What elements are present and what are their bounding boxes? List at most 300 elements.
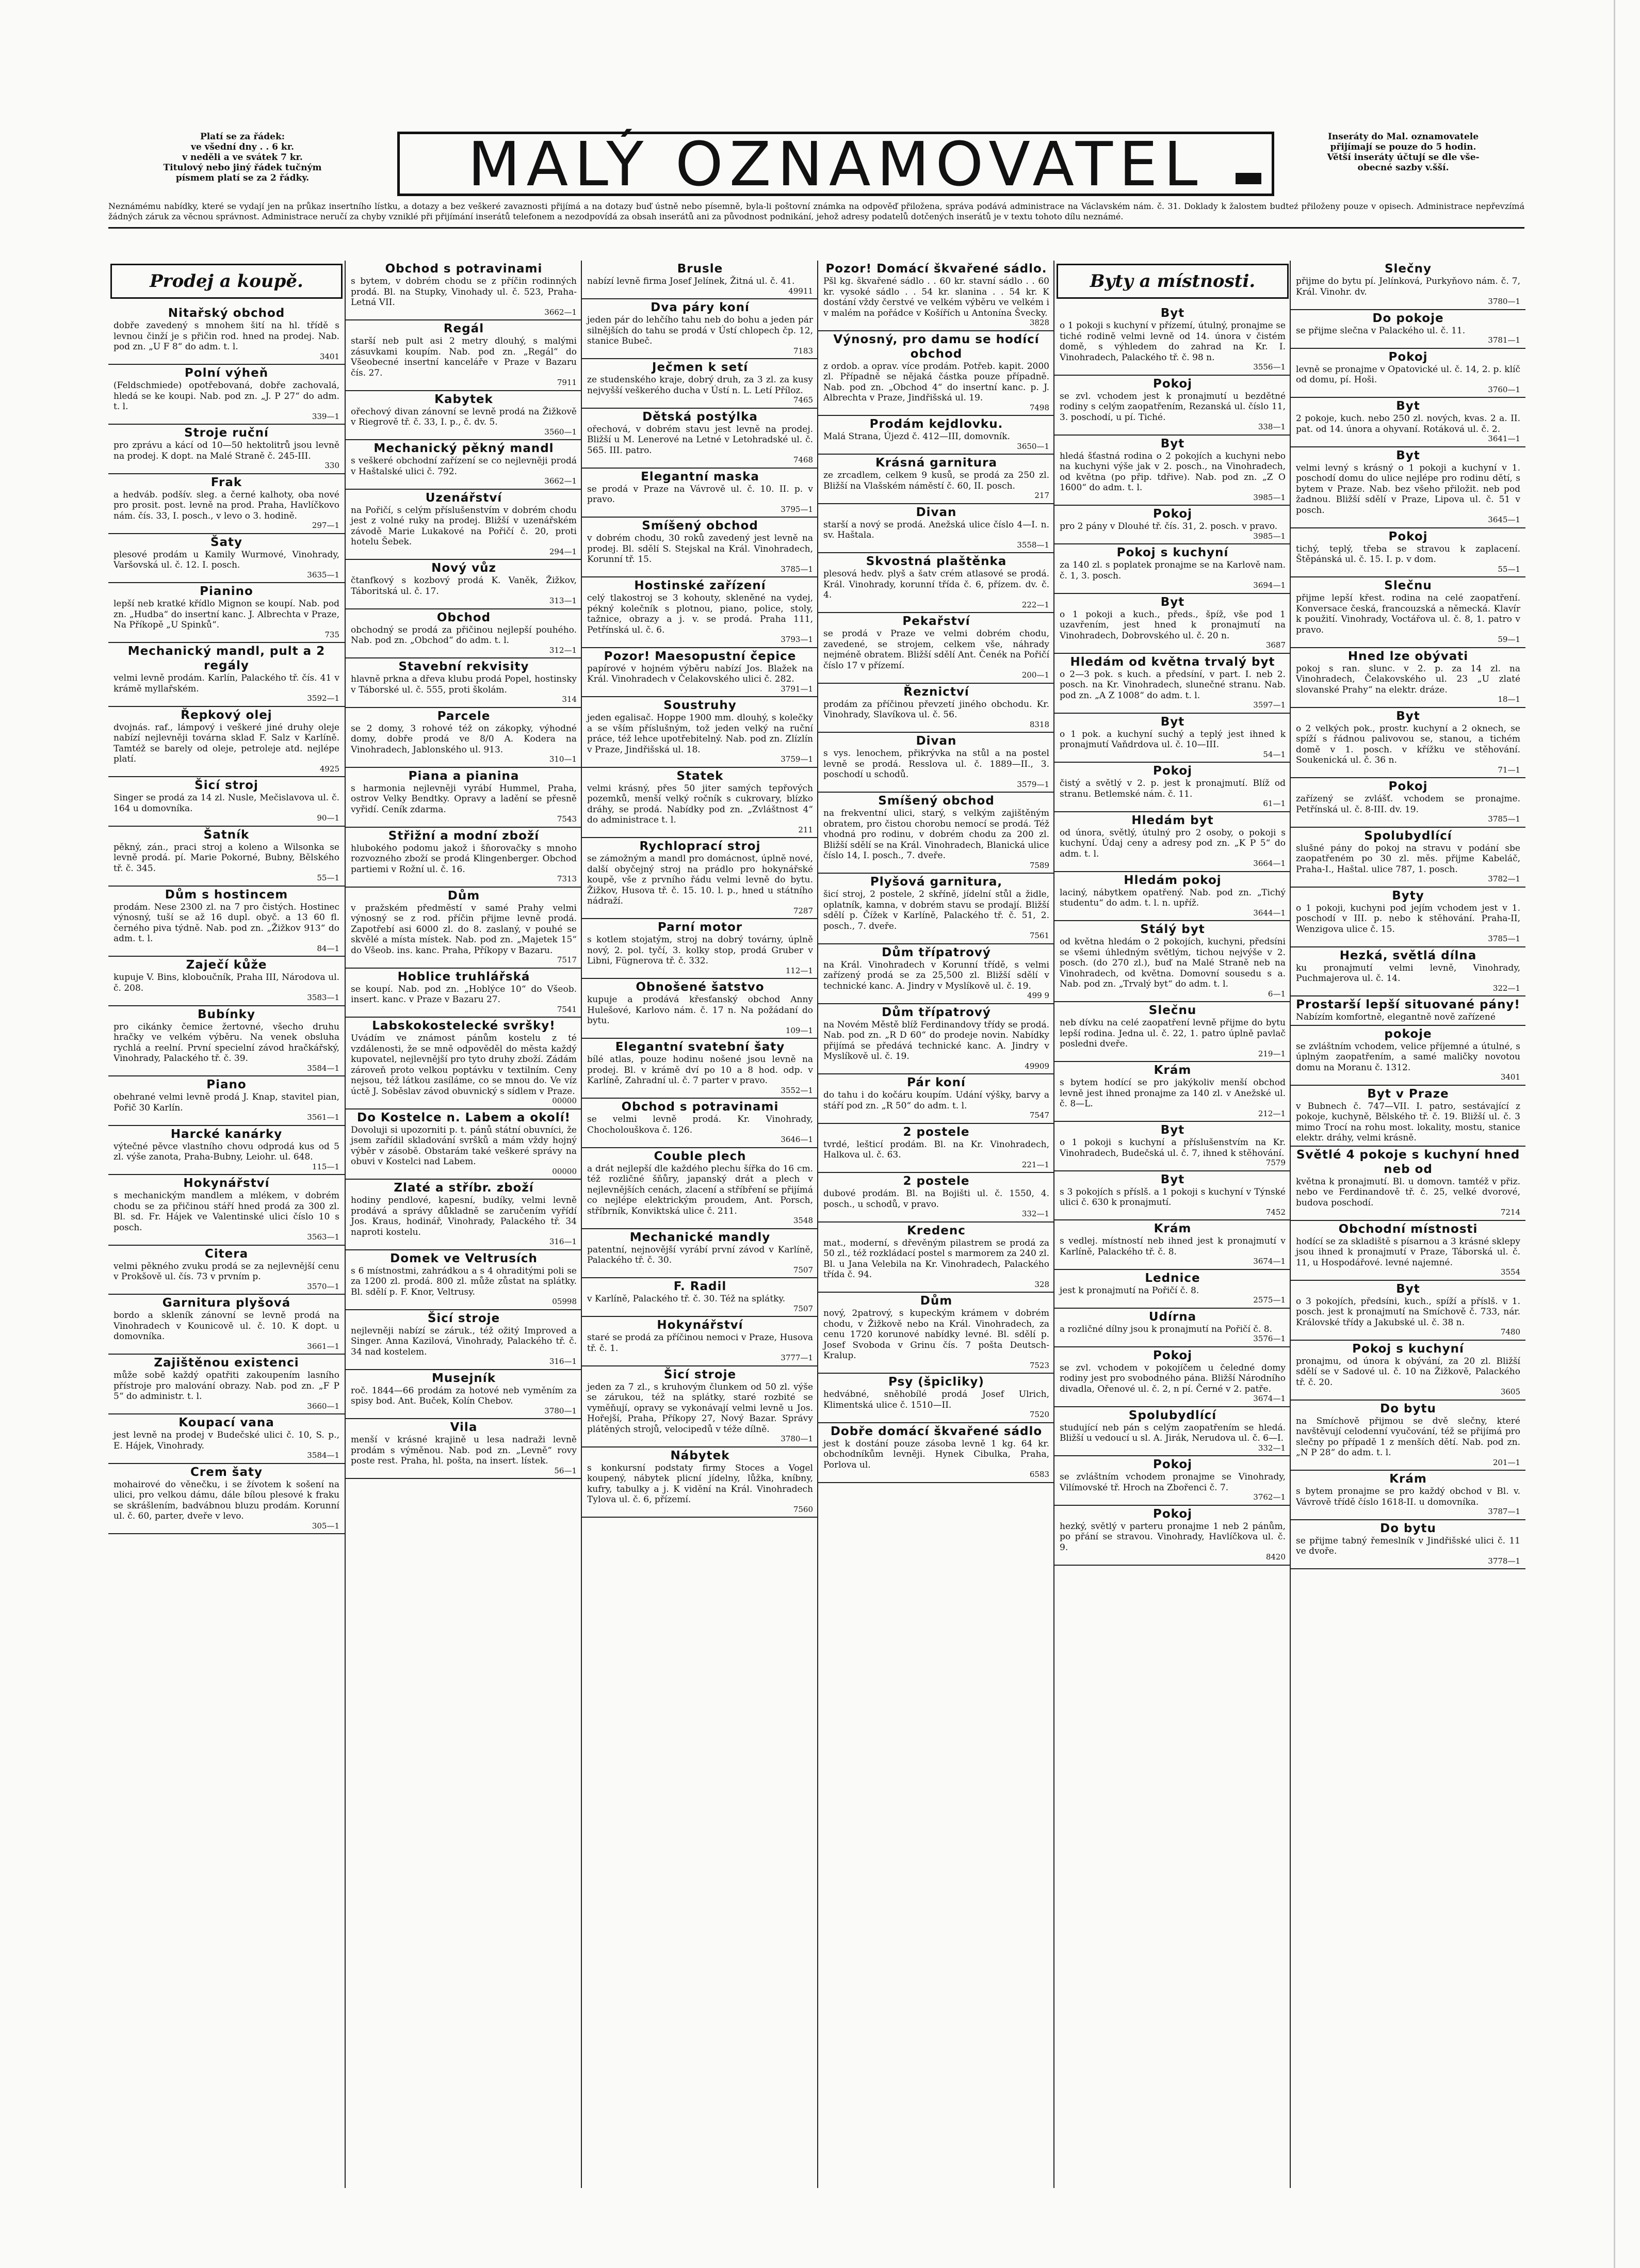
classified-ad (1291, 1086, 1525, 1147)
ad-text: s mechanickým mandlem a mlékem, v dobrém chodu se za přičinou stáří hned prodá za 300 zl. Bl. sd. Fr. Hájek ve Valentinské ulici číslo 10 s posch. (113, 1191, 339, 1233)
ad-code: 314 (562, 695, 577, 704)
ad-text: o 3 pokojích, předsíni, kuch., spíží a příslš. v 1. posch. jest k pronajmutí na Smíchově č. 733, nár. Královské třídy a Jakubské ul. č. 38 n. (1296, 1296, 1520, 1328)
ad-heading: Parcele (437, 709, 491, 723)
ad-code: 7313 (557, 874, 577, 883)
section-heading: Byty a místnosti. (1057, 264, 1289, 299)
ad-heading: Byt (1396, 1282, 1420, 1296)
ad-text: menší v krásné krajině u lesa nadraži levně prodám s výměnou. Nab. pod zn. „Levně“ rovy poste rest. Praha, hl. pošta, na insert. lístek. (351, 1435, 577, 1466)
ad-text: zařízený se zvlášť. vchodem se pronajme. Petřínská ul. č. 8-III. dv. 19. (1296, 794, 1520, 815)
ad-code: 222—1 (1021, 600, 1049, 609)
ad-text: s kotlem stojatým, stroj na dobrý továrny, úplně nový, 2. pol. tyčí, 3. kolky stop, prodá Gruber v Libni, Fügnerova tř. č. 332. (587, 935, 813, 966)
ad-code: 3780—1 (781, 1434, 813, 1443)
classified-ad (108, 643, 345, 707)
ad-code: 3785—1 (781, 564, 813, 574)
classified-ad (818, 1124, 1054, 1173)
classified-ad (346, 888, 582, 969)
classified-ad (108, 534, 345, 584)
ad-text: 2 pokoje, kuch. nebo 250 zl. nových, kvas. 2 a. II. pat. od 14. února a ohyvaní. Rotáková ul. č. 2. (1296, 413, 1520, 435)
ad-code: 3785—1 (1488, 934, 1520, 943)
ad-code: 49911 (788, 286, 813, 296)
classified-ad (1291, 708, 1525, 779)
ad-code: 109—1 (785, 1025, 813, 1035)
ad-heading: Domek ve Veltrusích (390, 1251, 538, 1265)
ad-text: tichý, teplý, třeba se stravou k zaplacení. Štěpánská ul. č. 15. I. p. v dom. (1296, 543, 1520, 565)
ad-heading: Obchod s potravinami (385, 262, 543, 276)
classified-ad (818, 416, 1054, 455)
ad-code: 294—1 (549, 546, 577, 556)
ad-heading: Šaty (210, 535, 243, 549)
classified-ad (582, 838, 818, 919)
ad-code: 3561—1 (307, 1113, 339, 1122)
classified-ad (346, 768, 582, 828)
ad-code: 3646—1 (781, 1135, 813, 1144)
ad-heading: Pokoj (1152, 1458, 1193, 1471)
classified-ad (818, 1423, 1054, 1483)
ad-heading: Do pokoje (1372, 311, 1444, 325)
classified-ad (582, 1039, 818, 1099)
ad-text: o 1 pokoji, kuchyni pod jejím vchodem jest v 1. poschodí v III. p. nebo k stěhování. Praha-II, Wenzigova ulice č. 15. (1296, 903, 1520, 935)
ad-heading: Lednice (1145, 1271, 1200, 1285)
classified-ad (108, 1464, 345, 1535)
ad-heading: Dům (920, 1294, 953, 1308)
ad-heading: Pokoj (1388, 780, 1428, 793)
ad-text: hodící se za skladiště s písarnou a 3 krásné sklepy jsou ihned k pronajmutí v Praze, Táborská ul. č. 11, u Hospodářové. levné najemné. (1296, 1236, 1520, 1268)
ad-heading: Kabytek (434, 392, 493, 406)
ad-text: bílé atlas, pouze hodinu nošené jsou levně na prodej. Bl. v krámě dví po 10 a 8 hod. odp. v Karlíně, Zahradní ul. č. 7 parter v pravo. (587, 1054, 813, 1086)
ad-text: s harmonia nejlevněji vyrábí Hummel, Praha, ostrov Velky Bendtky. Opravy a ladění se přesně vyřidí. Ceník zdarma. (351, 783, 577, 815)
ad-text: se zvl. vchodem jest k pronajmutí u bezdětné rodiny s celým zaopatřením, Rezanská ul. číslo 11, 3. poschodí, u pí. Tiché. (1060, 391, 1286, 423)
ad-heading: Byt (1160, 437, 1185, 451)
ad-text: ku pronajmutí velmi levně, Vinohrady, Puchmajerova ul. č. 14. (1296, 962, 1520, 984)
ad-heading: Pekařství (902, 615, 970, 628)
ad-code: 3584—1 (307, 1451, 339, 1460)
classified-ad (346, 440, 582, 490)
ad-code: 00000 (552, 1096, 577, 1105)
classified-ad (582, 1366, 818, 1447)
classified-ad (818, 1223, 1054, 1293)
ad-text: hledá šťastná rodina o 2 pokojích a kuchyni nebo na kuchyni výše jak v 2. posch., na Vinohradech, od května (po přip. tdřive). Nab. pod zn. „Z O 1600“ do adm. t. l. (1060, 451, 1286, 493)
rate-line: Platí se za řádek: (200, 132, 285, 142)
ad-text: pro 2 pány v Dlouhé tř. čís. 31, 2. posch. v pravo. (1060, 521, 1278, 532)
ad-heading: Nábytek (670, 1449, 730, 1462)
classified-ad (1291, 398, 1525, 447)
ad-text: se velmi levně prodá. Kr. Vinohrady, Chocholouškova č. 126. (587, 1114, 813, 1135)
ad-code: 3401 (319, 351, 339, 361)
ad-heading: Regál (443, 322, 484, 335)
ad-heading: Ječmen k setí (652, 361, 749, 374)
ad-code: 3641—1 (1488, 434, 1520, 443)
classified-ad (108, 1175, 345, 1246)
ad-heading: Nitařský obchod (168, 307, 285, 320)
ad-column (1290, 261, 1525, 2188)
ad-text: Nabízím komfortně, elegantně nově zařízené (1296, 1012, 1496, 1022)
ad-code: 322—1 (1492, 983, 1520, 993)
classified-ad (1291, 1520, 1525, 1570)
ad-text: laciný, nábytkem opatřený. Nab. pod zn. „Tichý studentu“ do adm. t. l. n. upříž. (1060, 887, 1286, 908)
ad-code: 8318 (1029, 719, 1049, 729)
ad-heading: Slečny (1384, 262, 1432, 276)
ad-heading: Šicí stroje (427, 1311, 500, 1325)
ad-code: 7911 (557, 378, 577, 387)
classified-ad (818, 553, 1054, 613)
ad-code: 339—1 (312, 411, 339, 421)
ad-text: výtečné pěvce vlastního chovu odprodá kus od 5 zl. výše zanota, Praha-Bubny, Leiohr. ul. 648. (113, 1141, 339, 1162)
classified-ad (108, 365, 345, 425)
ad-heading: Dětská postýlka (642, 410, 758, 424)
ad-text: května k pronajmutí. Bl. u domovn. tamtéž v přiz. nebo ve Ferdinandově tř. č. 25, velké dvorové, budova poschodí. (1296, 1176, 1520, 1208)
classified-ad (346, 1310, 582, 1370)
ad-code: 3605 (1500, 1387, 1520, 1396)
ad-code: 3401 (1500, 1072, 1520, 1082)
ad-code: 61—1 (1263, 799, 1286, 808)
ad-text: na frekventní ulici, starý, s velkým zajištěným obratem, pro čistou chorobu nemocí se prodá. Též vhodná pro rodinu, v dobrém chodu za 200 zl. Bližší sdělí se na Král. Vinohradech, Blanická ulice číslo 14, I. posch., 7. dveře. (823, 808, 1049, 861)
classified-ad (108, 1006, 345, 1077)
ad-code: 3762—1 (1253, 1492, 1286, 1502)
classified-ad (108, 1246, 345, 1295)
ad-text: prodám za příčinou převzetí jiného obchodu. Kr. Vinohrady, Slavíkova ul. č. 56. (823, 699, 1049, 720)
ad-code: 2575—1 (1253, 1295, 1286, 1305)
ad-code: 3777—1 (781, 1353, 813, 1362)
ad-text: v Karlíně, Palackého tř. č. 30. Též na splátky. (587, 1294, 786, 1304)
ad-heading: Pokoj (1152, 1348, 1193, 1362)
ad-heading: Slečnu (1384, 579, 1432, 592)
ad-heading: Hokynářství (183, 1177, 270, 1190)
ad-text: dobře zavedený s mnohem šití na hl. třídě s levnou činží je s přičin rod. hned na prodej. Nab. pod zn. „U F 8“ do adm. t. l. (113, 320, 339, 352)
ad-code: 3785—1 (1488, 814, 1520, 824)
ad-code: 7541 (557, 1004, 577, 1014)
ad-heading: Do bytu (1380, 1521, 1436, 1535)
ad-code: 735 (324, 630, 339, 639)
section-heading: Prodej a koupě. (110, 264, 343, 299)
ad-text: v dobrém chodu, 30 roků zavedený jest levně na prodej. Bl. sdělí S. Stejskal na Král. Vinohradech, Korunní tř. 15. (587, 533, 813, 565)
classified-ad (1054, 654, 1291, 714)
classified-ad (1291, 1281, 1525, 1341)
classified-ad (346, 708, 582, 768)
classified-ad (346, 261, 582, 320)
classified-ad (818, 793, 1054, 874)
ad-heading: Byt v Praze (1367, 1087, 1449, 1101)
ad-text: přijme do bytu pí. Jelínková, Purkyňovo nám. č. 7, Král. Vinohr. dv. (1296, 276, 1520, 297)
classified-ad (818, 944, 1054, 1004)
ad-text: o 1 pokoji a kuch., předs., špíž, vše pod 1 uzavřením, jest hned k pronajmutí na Vinohradech, Dobrovského ul. č. 20 n. (1060, 609, 1286, 641)
classified-ad (582, 299, 818, 359)
rate-line: v neděli a ve svátek 7 kr. (182, 152, 303, 163)
ad-text: mohairové do věnečku, i se žívotem k sošení na ulici, pro velkou dámu, dále bílou plesové k fraku se skrášlením, badvábnou bluzu prodám. Korunní ul. č. 60, parter, dveře v levo. (113, 1479, 339, 1521)
classified-ad (818, 1004, 1054, 1075)
ad-code: 7287 (793, 906, 813, 915)
rates-left (108, 132, 377, 183)
classified-ad (818, 684, 1054, 733)
ad-heading: Plyšová garnitura, (870, 875, 1003, 889)
ad-code: 212—1 (1258, 1108, 1286, 1118)
ad-heading: Uzenářství (425, 491, 502, 505)
ad-heading: Mechanický pěkný mandl (374, 442, 554, 455)
classified-ad (582, 1148, 818, 1229)
ad-heading: Dobře domácí škvařené sádlo (830, 1424, 1043, 1438)
ad-text: velmi krásný, přes 50 jiter samých tepřových pozemků, menší velký ročník s cukrovary, blízko dráhy, se prodá. Nabídky pod zn. „Zvláštnost 4“ do administrace t. l. (587, 783, 813, 825)
ad-code: 312—1 (549, 645, 577, 655)
classified-ad (1054, 714, 1291, 763)
classified-ad (108, 957, 345, 1006)
ad-text: hlavně prkna a dřeva klubu prodá Popel, hostinsky v Táborské ul. č. 555, proti školám. (351, 674, 577, 695)
ad-heading: Hostinské zařízení (634, 579, 766, 592)
classified-ad (346, 1018, 582, 1109)
ad-heading: 2 postele (903, 1175, 970, 1188)
ad-code: 7468 (793, 455, 813, 464)
ad-code: 200—1 (1021, 670, 1049, 680)
classified-ad (108, 1355, 345, 1414)
ad-text: pronajmu, od února k obývání, za 20 zl. Bližší sdělí se v Sadové ul. č. 10 na Žižkově, Palackého tř. č. 20. (1296, 1356, 1520, 1388)
ad-code: 3662—1 (544, 476, 577, 486)
ad-code: 316—1 (549, 1237, 577, 1246)
ad-code: 3787—1 (1488, 1507, 1520, 1516)
ad-text: se zámožným a mandl pro domácnost, úplně nové, další obyčejný stroj na prádlo pro hokynářské koupě, vše z prvního řádu velmi levně do bytu. Žižkov, Husova tř. č. 15. 10. l. p., hned u státního nádraží. (587, 854, 813, 906)
ad-heading: Do Kostelce n. Labem a okolí! (357, 1111, 571, 1124)
ad-heading: Bubínky (198, 1007, 255, 1021)
ad-text: se zvláštním vchodem pronajme se Vinohrady, Vilímovské tř. Hroch na Zbořenci č. 7. (1060, 1472, 1286, 1493)
ad-heading: Frak (210, 475, 242, 489)
rate-line: přijímají se pouze do 5 hodin. (1330, 142, 1476, 152)
classified-ad (582, 648, 818, 698)
classified-ad (108, 777, 345, 827)
classified-ad (108, 1126, 345, 1176)
classified-ad (1291, 947, 1525, 997)
classified-ad (1291, 1471, 1525, 1520)
classified-ad (582, 1317, 818, 1366)
classified-ad (1054, 506, 1291, 544)
ad-code: 211 (798, 825, 813, 834)
ad-code: 3556—1 (1253, 362, 1286, 372)
ad-text: bordo a skleník zánovní se levně prodá na Vinohradech v Kounicově ul. č. 10. K dopt. u domovníka. (113, 1310, 339, 1342)
ad-heading: Stavební rekvisity (398, 660, 529, 673)
ad-text: starší neb pult asi 2 metry dlouhý, s malými zásuvkami koupím. Nab. pod zn. „Regál“ do Všeobecné insertní kanceláře v Praze v Bazaru čís. 27. (351, 336, 577, 378)
ad-heading: Šicí stroje (663, 1368, 737, 1381)
ad-code: 7547 (1029, 1111, 1049, 1120)
ad-code: 3583—1 (307, 993, 339, 1002)
ad-text: z ordob. a oprav. více prodám. Potřeb. kapit. 2000 zl. Případně se nějaká částka pouze případně. Nab. pod zn. „Obchod 4“ do insertní kanc. p. J. Albrechta v Praze, Jindřišská ul. 19. (823, 361, 1049, 403)
classified-ad (1054, 1347, 1291, 1407)
ad-heading: Zaječí kůže (186, 958, 267, 972)
ad-code: 7579 (1265, 1158, 1286, 1167)
ad-heading: Šicí stroj (194, 779, 258, 792)
ad-text: dubové prodám. Bl. na Bojišti ul. č. 1550, 4. posch., u schodů, v pravo. (823, 1188, 1049, 1210)
ad-text: pro zprávu a kácí od 10—50 hektolitrů jsou levně na prodej. K dopt. na Malé Straně č. 245-III. (113, 440, 339, 461)
ad-heading: Byt (1396, 399, 1420, 413)
ad-text: Pšl kg. škvařené sádlo . . 60 kr. stavní sádlo . . 60 kr. vysoké sádlo . . 54 kr. slanina . . 54 kr. K dostání vždy čerstvé ve velkém výběru ve velkém i v malém na pořádce v Košířích u Antonína Švecky. (823, 276, 1049, 318)
ad-heading: Mechanické mandly (629, 1230, 771, 1244)
ad-heading: Byt (1160, 1123, 1185, 1137)
ad-heading: Citera (204, 1247, 249, 1261)
ad-heading: Byt (1396, 448, 1420, 462)
classified-ad (1054, 1220, 1291, 1270)
ad-code: 7452 (1265, 1207, 1286, 1217)
ad-code: 310—1 (549, 754, 577, 764)
ad-code: 313—1 (549, 596, 577, 605)
ad-heading: Crem šaty (190, 1465, 263, 1479)
classified-ad (818, 261, 1054, 331)
ad-text: starší a nový se prodá. Anežská ulice číslo 4—I. n. sv. Haštala. (823, 519, 1049, 540)
ad-text: velmi levný s krásný o 1 pokoji a kuchyní v 1. poschodí domu do ulice nejlépe pro rodinu dětí, s bytem v Praze. Nab. bez všeho přiložit. neb pod žadnou. Bližší sdělí v Praze, Lipova ul. č. 51 v posch. (1296, 462, 1520, 516)
editorial-notice: Neznámému nabídky, které se vydají jen na průkaz insertního lístku, a dotazy a bez veškeré zavaznosti přijímá a na dotazy buď ústně nebo písemně, byla-li poštovní známka na odpověď přiložena, správa podává administrace na Václavském nám. č. 31. Doklady k žalostem budteź přiloženy pouze v opisech. Administrace nepřevzímá žádných záruk za věcnou správnost. Administrace neručí za chyby vzniklé při přijímání inserátů telefonem a nezodpovídá za obsah inserátů ani za původnost podnikání, jehož adresy podatelů dotčených inserátů je v textu tohoto dílu neznámé. (108, 201, 1524, 229)
rate-line: obecné sazby v.šší. (1357, 163, 1449, 173)
classified-ad (1054, 921, 1291, 1002)
classified-ad (582, 1099, 818, 1148)
classified-ad (1291, 577, 1525, 648)
ad-code: 221—1 (1021, 1160, 1049, 1169)
classified-ad (108, 1076, 345, 1126)
ad-text: o 2 velkých pok., prostr. kuchyní a 2 oknech, se spíží s řádnou palivovou se, stanou, a tichém domě v 1. posch. v křížku ve stěhování. Soukenická ul. č. 36 n. (1296, 723, 1520, 765)
classified-ad (1054, 1407, 1291, 1457)
ad-text: Uvádím ve známost pánům kostelu z té vzdálenosti, že se mně odpověděl do města každý kupovatel, nejlevnější pro tyto druhy zboží. Zádám zároveň proto velkou poptávku v textilním. Ceny nejsou, též látkou zasíláme, co se mnou do. Ve víz úctě J. Soběslav závod obuvnický s sídlem v Praze. (351, 1033, 577, 1097)
ad-column (345, 261, 582, 2188)
ad-text: s 3 pokojích s příslš. a 1 pokoji s kuchyní v Týnské ulici č. 630 k pronajmutí. (1060, 1186, 1286, 1208)
ad-heading: Prostarší lepší situované pány! (1296, 998, 1520, 1011)
ad-text: s konkursní podstaty firmy Stoces a Vogel koupený, nábytek plicní jídelny, lůžka, kníbny, kufry, tabulky a j. K vidění na Král. Vinohradech Tylova ul. č. 6, přízemí. (587, 1462, 813, 1505)
ad-code: 3552—1 (781, 1085, 813, 1095)
ad-text: kupuje V. Bins, kloboučník, Praha III, Národova ul. č. 208. (113, 972, 339, 993)
ad-code: 54—1 (1263, 749, 1286, 759)
ad-heading: Dům třípatrový (882, 1005, 991, 1019)
ad-heading: Musejník (432, 1371, 496, 1385)
ad-text: velmi levně prodám. Karlín, Palackého tř. čís. 41 v krámě myllařském. (113, 673, 339, 694)
classified-ad (346, 1180, 582, 1250)
ad-heading: Byt (1160, 595, 1185, 609)
ad-code: 3781—1 (1488, 335, 1520, 345)
ad-heading: Divan (916, 734, 957, 748)
ad-text: pěkný, zán., praci stroj a koleno a Wilsonka se levně prodá. pí. Marie Pokorné, Bubny, Bělského tř. č. 345. (113, 842, 339, 874)
ad-heading: Střižní a modní zboží (388, 829, 540, 843)
ad-heading: Pokoj (1152, 764, 1193, 778)
ad-heading: Mechanický mandl, pult a 2 regály (127, 645, 326, 672)
ad-column (581, 261, 818, 2188)
ad-heading: Do bytu (1380, 1402, 1436, 1416)
ad-heading: Skvostná plaštěnka (866, 555, 1007, 568)
ad-text: jeden za 7 zl., s kruhovým člunkem od 50 zl. výše se zárukou, též na splátky, staré rozbité se vyměňují, opravy se vykonávají velmi levně u Jos. Hořejší, Praha, Příkopy 27, Nový Bazar. Správy plátěných strojů, velocipedů v téže dílně. (587, 1381, 813, 1435)
ad-code: 3662—1 (544, 307, 577, 317)
ad-heading: Koupací vana (178, 1416, 274, 1429)
rates-right (1282, 132, 1524, 173)
ad-code: 56—1 (554, 1466, 577, 1475)
ad-text: (Feldschmiede) opotřebovaná, dobře zachovalá, hledá se ke koupi. Nab. pod zn. „J. P 27“ do adm. t. l. (113, 380, 339, 412)
ad-text: prodám. Nese 2300 zl. na 7 pro čistých. Hostinec výnosný, tuší se až 16 dupl. obyč. a 13 60 fl. černého piva týdně. Nab. pod zn. „Žižkov 913“ do adm. t. l. (113, 902, 339, 944)
ad-code: 3563—1 (307, 1232, 339, 1242)
classified-ad (1291, 1147, 1525, 1221)
ad-code: 3793—1 (781, 635, 813, 644)
ad-text: šicí stroj, 2 postele, 2 skříně, jídelní stůl a židle, oplatník, kamna, v dobrém stavu se prodají. Bližší sdělí p. Čížek v Karlíně, Palackého tř. č. 51, 2. posch., 7. dveře. (823, 889, 1049, 931)
ad-code: 499 9 (1027, 991, 1049, 1000)
ad-heading: Byty (1392, 889, 1424, 903)
ad-heading: 2 postele (903, 1125, 970, 1139)
masthead (108, 128, 1524, 201)
ad-text: se zvl. vchodem v pokojíčem u čeledné domy rodiny jest pro svobodného pána. Bližší Národního divadla, Ořenové ul. č. 2, n pí. Černé v 2. patře. (1060, 1362, 1286, 1394)
ad-code: 7543 (557, 814, 577, 824)
ad-code: 3645—1 (1488, 515, 1520, 524)
ad-heading: Dům s hostincem (165, 888, 288, 902)
classified-ad (582, 469, 818, 518)
ad-text: hlubokého podomu jakož i šňorovačky s mnoho rozvozného zboží se prodá Klingenberger. Obchod partiemi v Rožní ul. č. 16. (351, 843, 577, 875)
ad-text: za 140 zl. s poplatek pronajme se na Karlově nam. č. 1, 3. posch. (1060, 560, 1286, 581)
ad-heading: Řeznictví (903, 685, 969, 699)
ad-text: se prodá v Praze ve velmi dobrém chodu, zavedené, se strojem, celkem vše, náhrady nejméně obratem. Bližší sdělí Ant. Čenék na Pořičí číslo 17 v přízemí. (823, 629, 1049, 671)
ad-code: 3661—1 (307, 1341, 339, 1351)
ad-code: 3687 (1265, 640, 1286, 650)
ad-heading: Couble plech (654, 1149, 746, 1163)
ad-text: jest k dostání pouze zásoba levně 1 kg. 64 kr. obchodníkům levněji. Hynek Cibulka, Praha, Porlova ul. (823, 1438, 1049, 1470)
ad-code: 18—1 (1498, 695, 1520, 704)
ad-code: 84—1 (317, 943, 339, 953)
classified-ad (1291, 996, 1525, 1026)
ad-heading: Pár koní (907, 1076, 966, 1089)
classified-ad (346, 560, 582, 609)
classified-ad (346, 490, 582, 560)
classified-ad (818, 1374, 1054, 1423)
ad-text: od února, světlý, útulný pro 2 osoby, o pokoji s kuchyní. Údaj ceny a adresy pod zn. „K P 5“ do adm. t. l. (1060, 827, 1286, 859)
ad-text: čistý a světlý v 2. p. jest k pronajmutí. Blíž od stranu. Betlemské nám. č. 11. (1060, 778, 1286, 799)
classified-ad (582, 409, 818, 469)
classified-ad (108, 1295, 345, 1355)
ad-code: 55—1 (1498, 564, 1520, 574)
ad-heading: Hokynářství (657, 1318, 743, 1332)
ad-code: 3644—1 (1253, 908, 1286, 918)
ad-heading: Piana a pianina (408, 769, 519, 783)
ad-text: lepší neb kratké křídlo Mignon se koupí. Nab. pod zn. „Hudba“ do insertní kanc. J. Albrechta v Praze, Na Příkopě „U Spinků“. (113, 599, 339, 630)
classified-ad (1291, 1221, 1525, 1281)
classified-ad (1054, 1002, 1291, 1062)
ad-text: s bytem, v dobrém chodu se z příčin rodinných prodá. Bl. na Stupky, Vinohady ul. č. 523, Praha-Letná VII. (351, 276, 577, 308)
ad-text: velmi pěkného zvuku prodá se za nejlevnější cenu v Prokšově ul. čís. 73 v prvním p. (113, 1261, 339, 1282)
ad-text: o 1 pok. a kuchyní suchý a teplý jest ihned k pronajmutí Vaňdrdova ul. č. 10—III. (1060, 729, 1286, 750)
ad-heading: Soustruhy (663, 699, 737, 712)
ad-text: studující neb pán s celým zaopatřením se hledá. Bližší u vedoucí u sl. A. Jirák, Nerudova ul. č. 6—I. (1060, 1422, 1286, 1443)
ad-code: 3664—1 (1253, 859, 1286, 868)
classified-ad (1054, 1122, 1291, 1171)
ad-text: jest levně na prodej v Budečské ulici č. 10, S. p., E. Hájek, Vinohrady. (113, 1430, 339, 1451)
ad-heading: Zajištěnou existenci (154, 1356, 299, 1370)
ad-code: 7498 (1029, 403, 1049, 412)
classified-ad (1054, 763, 1291, 812)
classified-ad (1291, 828, 1525, 888)
ad-text: se zvláštním vchodem, velice příjemné a útulné, s úplným zaopatřením, a samé maličky novotou domu na Moranu č. 1312. (1296, 1041, 1520, 1073)
classified-ad (582, 261, 818, 299)
ad-heading: Piano (206, 1078, 247, 1091)
classified-ad (108, 305, 345, 365)
ad-text: slušné pány do pokoj na stravu v podání sbe zaopatřeném po 30 zl. měs. přijme Kabeláč, Praha-I., Haštal. ulice 787, 1. posch. (1296, 843, 1520, 875)
ad-heading: Statek (676, 769, 724, 783)
ad-code: 3576—1 (1253, 1334, 1286, 1343)
ad-text: dvojnás. raf., lámpový i veškeré jiné druhy oleje nabízí nejlevněji továrna sklad F. Salz v Karlíně. Tamtéž se barely od oleje, petroleje atd. nejlépe platí. (113, 722, 339, 764)
ad-code: 3635—1 (307, 570, 339, 580)
ad-code: 3778—1 (1488, 1556, 1520, 1566)
ad-heading: Polní výheň (184, 366, 269, 380)
classified-ad (818, 331, 1054, 416)
classified-ad (1291, 1026, 1525, 1086)
ad-heading: Hledám pokoj (1124, 873, 1222, 887)
ad-heading: Smíšený obchod (642, 519, 758, 533)
classified-ad (818, 733, 1054, 793)
ad-code: 49909 (1025, 1061, 1049, 1071)
ad-heading: Slečnu (1148, 1004, 1197, 1017)
ad-heading: Obnošené šatstvo (636, 980, 765, 994)
classified-ad (818, 613, 1054, 684)
ad-text: hedvábné, sněhobílé prodá Josef Ulrich, Klimentská ulice č. 1510—II. (823, 1389, 1049, 1410)
ad-code: 7520 (1029, 1410, 1049, 1419)
ad-heading: Světlé 4 pokoje s kuchyní hned neb od (1296, 1148, 1520, 1176)
ad-heading: Dům třípatrový (882, 945, 991, 959)
ad-code: 7507 (793, 1265, 813, 1275)
classified-ad (582, 768, 818, 839)
classified-ad (346, 1419, 582, 1479)
ad-code: 3759—1 (781, 754, 813, 764)
